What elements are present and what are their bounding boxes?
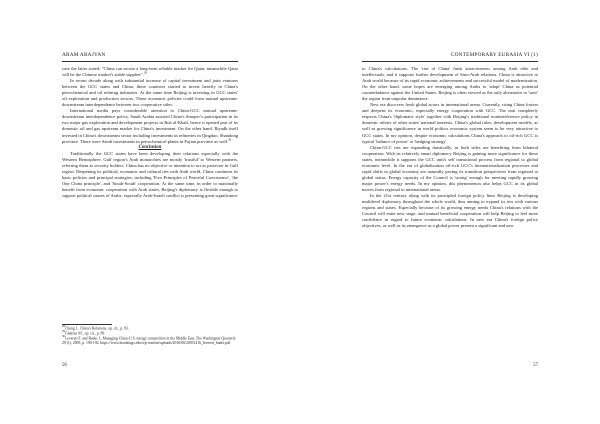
header-rule bbox=[62, 61, 238, 62]
footnote: $^{30}$Leverett F. and Bader J., Managing China-U.S. energy competition in the Middle East, The Washington Quarterly 29 (1), 2005, p. 190-192. https://www.brookings.edu/wp-content/uploads/2016/06/20051216_leverett_bader.pdf bbox=[62, 334, 236, 346]
right-body-text bbox=[362, 66, 538, 229]
footnotes bbox=[62, 324, 238, 346]
page-number: 56 bbox=[62, 363, 67, 368]
running-header-journal: CONTEMPORARY EURASIA VI (1) bbox=[450, 52, 538, 58]
paragraph: Traditionally the GCC states have been developing their relations especially with the Western Hemisphere. Gulf region's Arab monarchies are mostly 'trustful' to Western partners, referring them as security holders. China has no objective or intention to act as protector in Gulf region. Deepening its political, economic and cultural ties with Arab world, China continues its basic policies and principal strategies, including 'Five Principles of Peaceful Coexistence', 'the One China principle', and 'South-South' cooperation. At the same time, in order to maximally benefit from economic cooperation with Arab states, Beijing's diplomacy is flexible enough to support political causes of Arabs: especially Arab-Israeli conflict is presenting great significance bbox=[62, 151, 238, 199]
paragraph: to China's calculations. The 'rise of China' finds attractiveness among Arab elite and intellectuals, and it supports further development of Sino-Arab relations. China is attractive to Arab world because of its rapid economic achievements and successful model of modernization. On the other hand, some hopes are emerging among Arabs to 'adapt' China as potential counterbalance against the United States. Beijing is often viewed as the only alternative to 'save' the region from unipolar dominance. bbox=[362, 66, 538, 102]
paragraph: In recent decade along with substantial increase of capital investment and joint ventures between the GCC states and China, these countries started to invest heavily in China's petrochemical and oil refining industries. At the same time Beijing is investing in GCC states' oil exploration and production sectors. These economic policies could form mutual upstream-downstream interdependence between two cooperative sides. bbox=[62, 78, 238, 108]
header-rule bbox=[362, 61, 538, 62]
paragraph: China-GCC ties are expanding drastically, as both sides are benefiting from bilateral cooperation. With its relatively smart diplomacy Beijing is gaining more significance for these states, meanwhile it supports the GCC unit's self transitional process from regional to global economic level. In the era of globalization oil-rich GCC's internationalization processes and rapid shifts in global economy are naturally paving its transition perspectives from regional to global status. Energy capacity of the Council is 'strong' enough for meeting rapidly growing major power's energy needs. In my opinion, this phenomenon also helps GCC in its global moves from regional to international arena. bbox=[362, 144, 538, 192]
footnote-mark: 28 bbox=[143, 70, 147, 75]
paragraph: In the 21st century along with its principled foreign policy lines Beijing is developing multilevel diplomacy throughout the whole world, thus aiming to expand its ties with various regions and states. Especially because of its growing energy needs China's relations with the Council will enter new stage, and mutual beneficial cooperation will help Beijing to feel more confidence in regard to future economic calculations. In new era China's foreign policy objectives, as well as its emergence as a global power present a significant and new bbox=[362, 192, 538, 229]
page-number: 57 bbox=[533, 363, 538, 368]
footnote: $^{29}$Ghafour M., op. cit., p. 89. bbox=[62, 329, 106, 336]
section-heading: Conclusion bbox=[138, 144, 162, 150]
running-header-author: ARAM ABAJYAN bbox=[62, 52, 106, 58]
paragraph: New era discovers fresh global actors in international arena. Currently, rising China fosters and deepens its economic, especially energy cooperation with GCC. The unit completely respects China's 'diplomatic style' together with Beijing's traditional noninterference policy in domestic affairs of other states' national interests. China's global rules, development models, as well as growing significance in world politics economic system seem to be very attractive to GCC states. In my opinion, despite economic calculations China's approach to oil-rich GCC is typical 'balance of power' or 'hedging strategy'. bbox=[362, 102, 538, 144]
footnote: $^{28}$Cheng J., China's Relations, op. cit., p. 83. bbox=[62, 324, 129, 331]
footnote-mark: 30 bbox=[228, 137, 232, 142]
left-body-text bbox=[62, 66, 238, 199]
paragraph: International media pays considerable attention to China-GCC mutual upstream-downstream interdependence policy. Saudi Arabia assisted China's Sinopec's participation in its two major gas exploration and development projects in Rub al-Khali, hence it opened part of its domestic oil and gas upstream market for China's investment. On the other hand, Riyadh itself invested in China's downstream sector including investments in refineries in Qingdao, Shandong province. There were Saudi investments in petrochemical plants in Fujian province as well.$^{30}$ bbox=[62, 108, 238, 144]
footnote-rule bbox=[62, 324, 112, 325]
right-page bbox=[300, 0, 600, 424]
paragraph: case the latter stated: "China can secure a long-term reliable market for Qatar, meanwhile Qatar will be the Chinese market's stable supplier".$^{28}$ bbox=[62, 66, 238, 78]
